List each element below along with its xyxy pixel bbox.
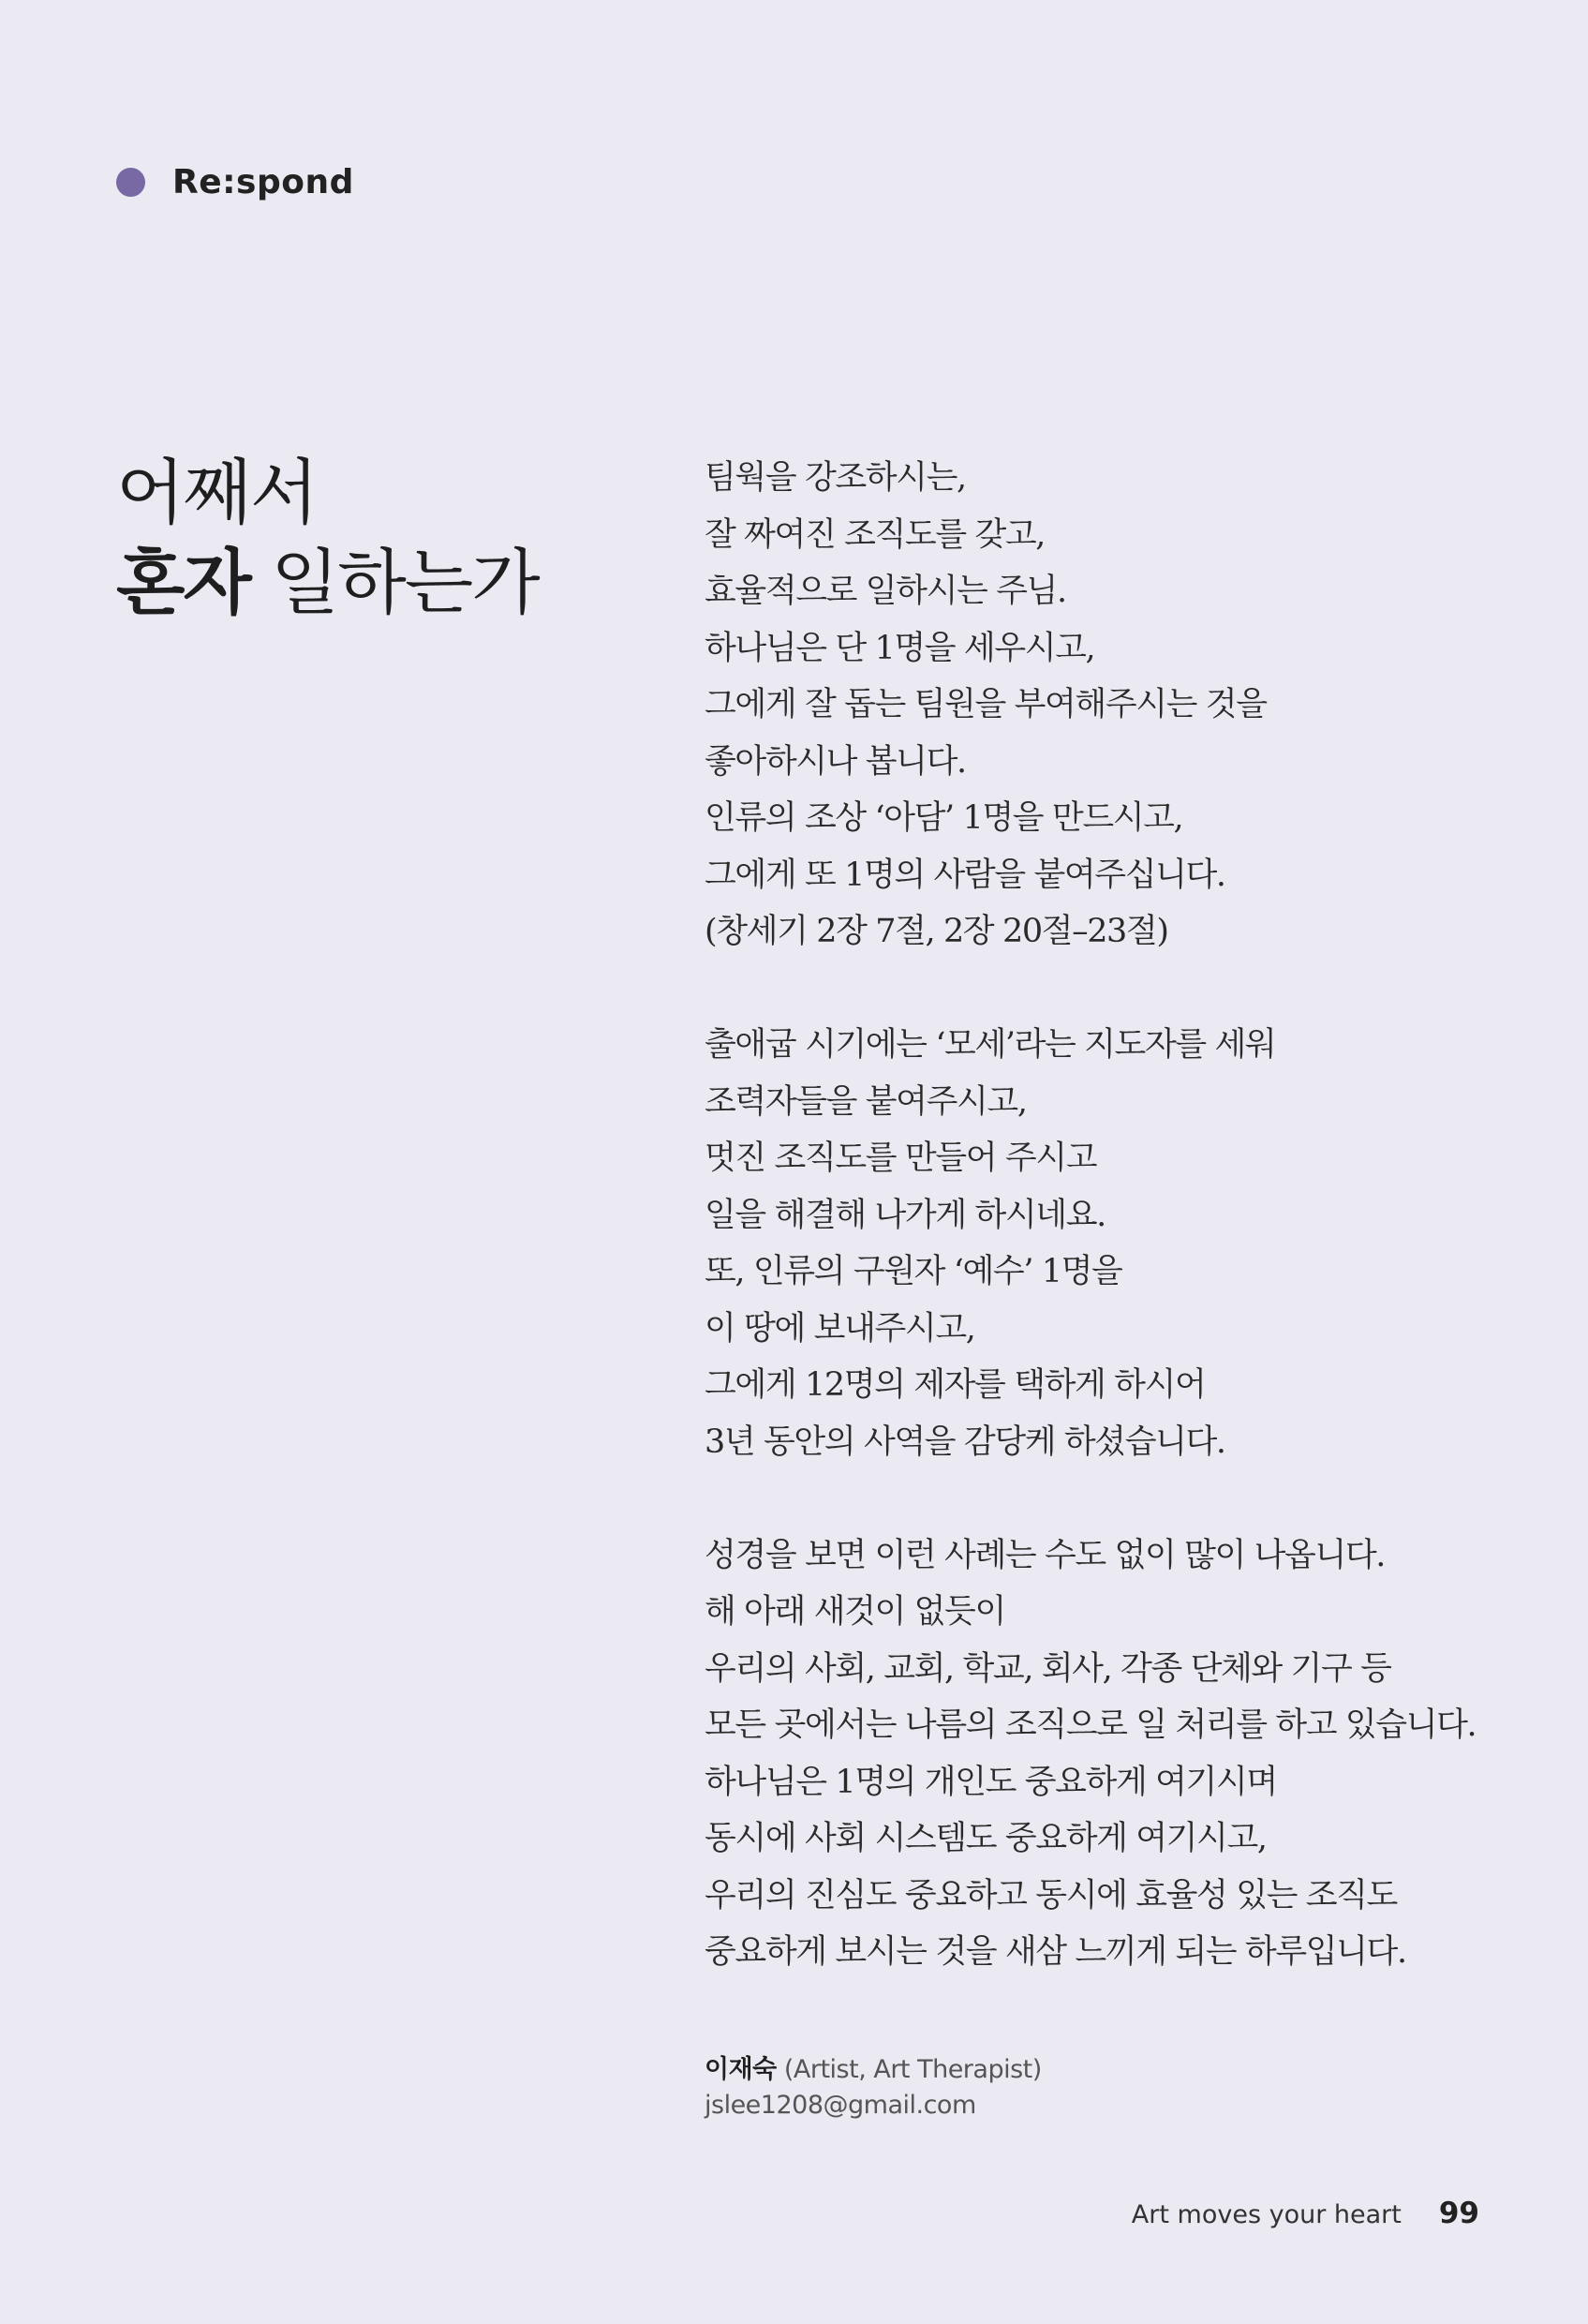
section-label: Re:spond <box>172 162 354 201</box>
text-line: 효율적으로 일하시는 주님. <box>705 573 1066 610</box>
title-line-2-rest: 일하는가 <box>271 541 539 624</box>
paragraph <box>705 450 1529 961</box>
article-body <box>705 450 1529 1981</box>
text-line: 멋진 조직도를 만들어 주시고 <box>705 1140 1097 1177</box>
text-line: 모든 곳에서는 나름의 조직으로 일 처리를 하고 있습니다. <box>705 1706 1477 1744</box>
section-tag <box>116 161 354 202</box>
text-line: 일을 해결해 나가게 하시네요. <box>705 1196 1106 1234</box>
text-line: 우리의 사회, 교회, 학교, 회사, 각종 단체와 기구 등 <box>705 1649 1391 1688</box>
paragraph <box>705 1017 1529 1470</box>
page-footer <box>1132 2197 1479 2230</box>
text-line: 그에게 12명의 제자를 택하게 하시어 <box>705 1366 1206 1404</box>
author-email: jslee1208@gmail.com <box>705 2091 976 2120</box>
text-line: 이 땅에 보내주시고, <box>705 1309 975 1348</box>
text-line: 또, 인류의 구원자 ‘예수’ 1명을 <box>705 1253 1122 1290</box>
text-line: 동시에 사회 시스템도 중요하게 여기시고, <box>705 1820 1267 1857</box>
text-line: 출애굽 시기에는 ‘모세’라는 지도자를 세워 <box>705 1026 1276 1064</box>
text-line: 하나님은 1명의 개인도 중요하게 여기시며 <box>705 1763 1277 1801</box>
title-emphasis: 혼자 <box>116 541 250 624</box>
text-line: 인류의 조상 ‘아담’ 1명을 만드시고, <box>705 799 1183 837</box>
text-line: 우리의 진심도 중요하고 동시에 효율성 있는 조직도 <box>705 1876 1397 1914</box>
author-role: (Artist, Art Therapist) <box>783 2055 1042 2084</box>
title-line-2 <box>116 538 539 628</box>
paragraph <box>705 1527 1529 1981</box>
section-dot-icon <box>116 168 145 197</box>
text-line: (창세기 2장 7절, 2장 20절–23절) <box>705 913 1168 950</box>
author-credit <box>705 2052 1042 2123</box>
page-number: 99 <box>1438 2197 1479 2230</box>
footer-slogan: Art moves your heart <box>1131 2200 1402 2229</box>
text-line: 팀웍을 강조하시는, <box>705 459 966 497</box>
text-line: 조력자들을 붙여주시고, <box>705 1082 1027 1121</box>
text-line: 성경을 보면 이런 사례는 수도 없이 많이 나옵니다. <box>705 1536 1386 1574</box>
article-title <box>116 448 539 628</box>
title-line-1: 어째서 <box>116 451 318 534</box>
text-line: 해 아래 새것이 없듯이 <box>705 1593 1005 1631</box>
text-line: 중요하게 보시는 것을 새삼 느끼게 되는 하루입니다. <box>705 1933 1406 1971</box>
text-line: 좋아하시나 봅니다. <box>705 742 966 781</box>
text-line: 그에게 또 1명의 사람을 붙여주십니다. <box>705 856 1225 894</box>
author-name: 이재숙 <box>705 2055 777 2084</box>
text-line: 하나님은 단 1명을 세우시고, <box>705 629 1095 667</box>
text-line: 잘 짜여진 조직도를 갖고, <box>705 515 1046 554</box>
text-line: 3년 동안의 사역을 감당케 하셨습니다. <box>705 1423 1225 1461</box>
text-line: 그에게 잘 돕는 팀원을 부여해주시는 것을 <box>705 686 1267 723</box>
